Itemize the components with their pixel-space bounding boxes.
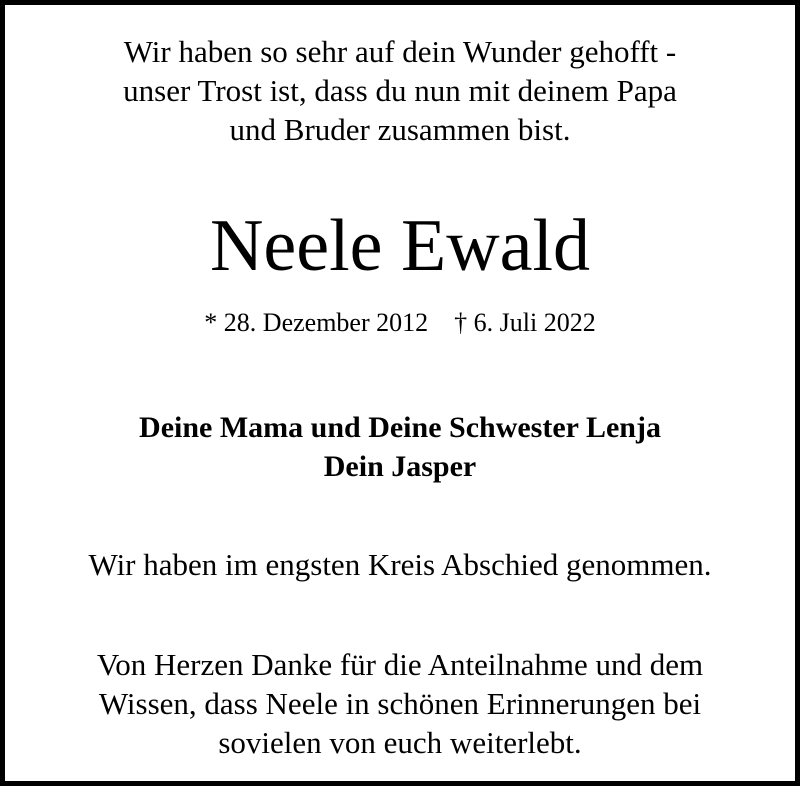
thanks-line: Von Herzen Danke für die Anteilnahme und dem <box>96 647 704 682</box>
life-dates <box>25 306 775 340</box>
verse-line: unser Trost ist, dass du nun mit deinem Papa <box>123 73 677 108</box>
verse-line: Wir haben so sehr auf dein Wunder gehofft - <box>123 34 677 69</box>
verse-line: und Bruder zusammen bist. <box>229 112 571 147</box>
farewell-statement: Wir haben im engsten Kreis Abschied genommen. <box>88 547 712 582</box>
thanks-message <box>25 645 775 762</box>
opening-verse <box>25 32 775 149</box>
mourners <box>25 408 775 486</box>
deceased-name: Neele Ewald <box>209 205 591 287</box>
mourner-line: Deine Mama und Deine Schwester Lenja <box>139 411 661 444</box>
thanks-line: sovielen von euch weiterlebt. <box>218 725 582 760</box>
death-date: † 6. Juli 2022 <box>454 308 596 337</box>
birth-date: * 28. Dezember 2012 <box>204 308 429 337</box>
mourner-line: Dein Jasper <box>323 450 477 483</box>
thanks-line: Wissen, dass Neele in schönen Erinnerungen bei <box>98 686 702 721</box>
